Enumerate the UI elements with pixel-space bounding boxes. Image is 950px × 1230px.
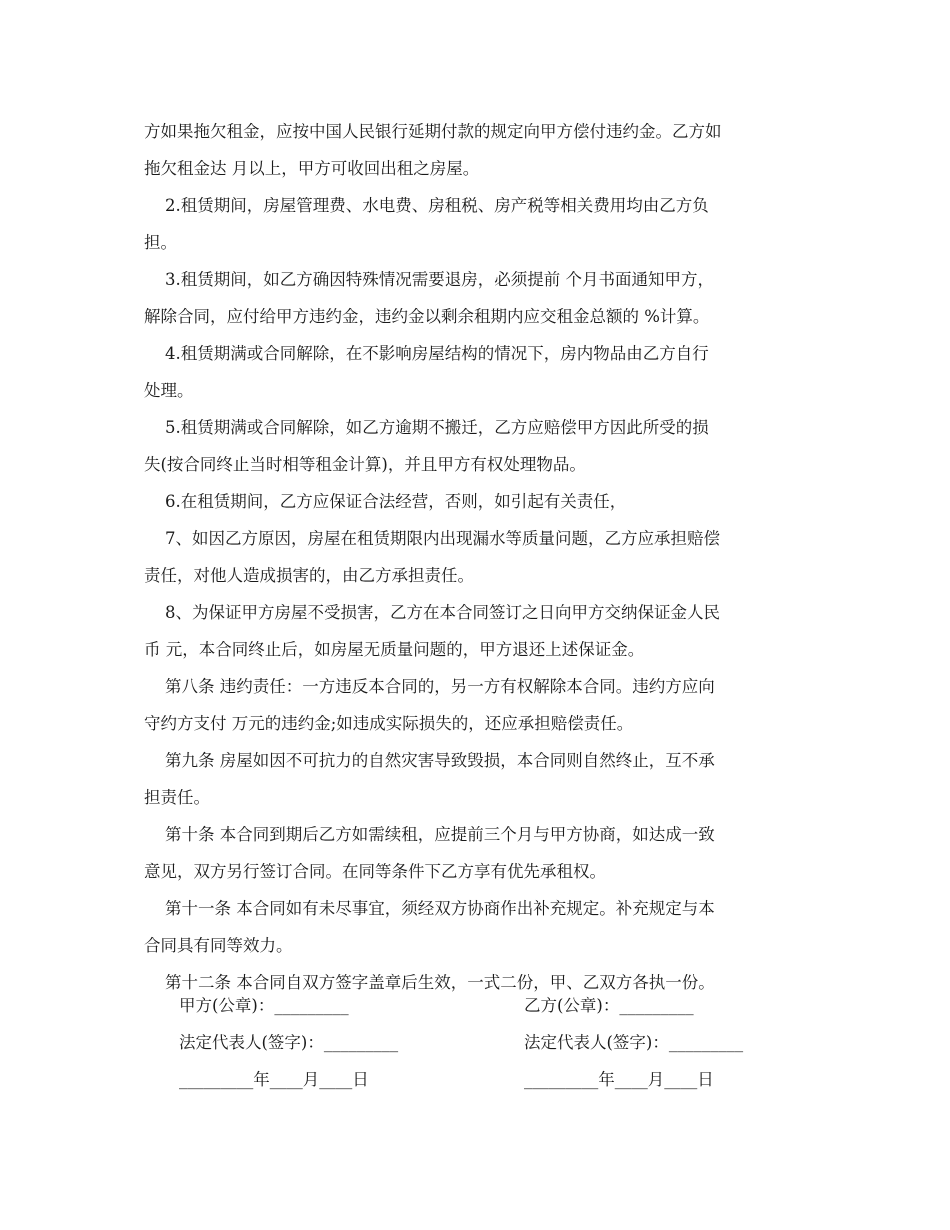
paragraph-line: 7、如因乙方原因，房屋在租赁期限内出现漏水等质量问题，乙方应承担赔偿 [144,529,720,548]
contract-paragraph [144,890,809,964]
paragraph-line: 6.在租赁期间，乙方应保证合法经营，否则，如引起有关责任， [144,492,627,511]
paragraph-line: 守约方支付 万元的违约金;如违成实际损失的，还应承担赔偿责任。 [144,714,634,733]
paragraph-line: 方如果拖欠租金，应按中国人民银行延期付款的规定向甲方偿付违约金。乙方如 [144,122,722,141]
party-b-representative-line: 法定代表人(签字)：_________ [524,1033,744,1052]
paragraph-line: 拖欠租金达 月以上，甲方可收回出租之房屋。 [144,159,480,178]
paragraph-line: 8、为保证甲方房屋不受损害，乙方在本合同签订之日向甲方交纳保证金人民 [144,603,720,622]
contract-paragraph [144,668,809,742]
contract-paragraph [144,483,809,520]
paragraph-line: 第八条 违约责任：一方违反本合同的，另一方有权解除本合同。违约方应向 [144,677,715,696]
paragraph-line: 失(按合同终止当时相等租金计算)，并且甲方有权处理物品。 [144,455,586,474]
paragraph-line: 第十条 本合同到期后乙方如需续租，应提前三个月与甲方协商，如达成一致 [144,825,715,844]
contract-paragraph [144,113,809,187]
paragraph-line: 处理。 [144,381,194,400]
paragraph-line: 币 元，本合同终止后，如房屋无质量问题的，甲方退还上述保证金。 [144,640,645,659]
contract-paragraph [144,594,809,668]
paragraph-line: 第十二条 本合同自双方签字盖章后生效，一式二份，甲、乙双方各执一份。 [144,973,715,992]
paragraph-line: 5.租赁期满或合同解除，如乙方逾期不搬迁，乙方应赔偿甲方因此所受的损 [144,418,709,437]
party-a-representative-line: 法定代表人(签字)：_________ [179,1033,399,1052]
paragraph-line: 第十一条 本合同如有未尽事宜，须经双方协商作出补充规定。补充规定与本 [144,899,715,918]
contract-paragraph [144,187,809,261]
paragraph-line: 责任，对他人造成损害的，由乙方承担责任。 [144,566,474,585]
paragraph-line: 担。 [144,233,177,252]
contract-paragraph [144,335,809,409]
party-b-date-line: _________年____月____日 [524,1070,714,1089]
contract-paragraph [144,742,809,816]
paragraph-line: 解除合同，应付给甲方违约金，违约金以剩余租期内应交租金总额的 %计算。 [144,307,710,326]
paragraph-line: 2.租赁期间，房屋管理费、水电费、房租税、房产税等相关费用均由乙方负 [144,196,709,215]
paragraph-line: 合同具有同等效力。 [144,936,293,955]
party-b-seal-line: 乙方(公章)：_________ [524,996,694,1015]
contract-paragraph [144,520,809,594]
paragraph-line: 担责任。 [144,788,210,807]
contract-paragraph [144,261,809,335]
contract-paragraph [144,409,809,483]
paragraph-line: 意见，双方另行签订合同。在同等条件下乙方享有优先承租权。 [144,862,606,881]
paragraph-line: 第九条 房屋如因不可抗力的自然灾害导致毁损，本合同则自然终止，互不承 [144,751,715,770]
paragraph-line: 3.租赁期间，如乙方确因特殊情况需要退房，必须提前 个月书面通知甲方， [144,270,714,289]
party-a-seal-line: 甲方(公章)：_________ [179,996,349,1015]
contract-paragraph [144,816,809,890]
paragraph-line: 4.租赁期满或合同解除，在不影响房屋结构的情况下，房内物品由乙方自行 [144,344,709,363]
party-a-date-line: _________年____月____日 [179,1070,369,1089]
